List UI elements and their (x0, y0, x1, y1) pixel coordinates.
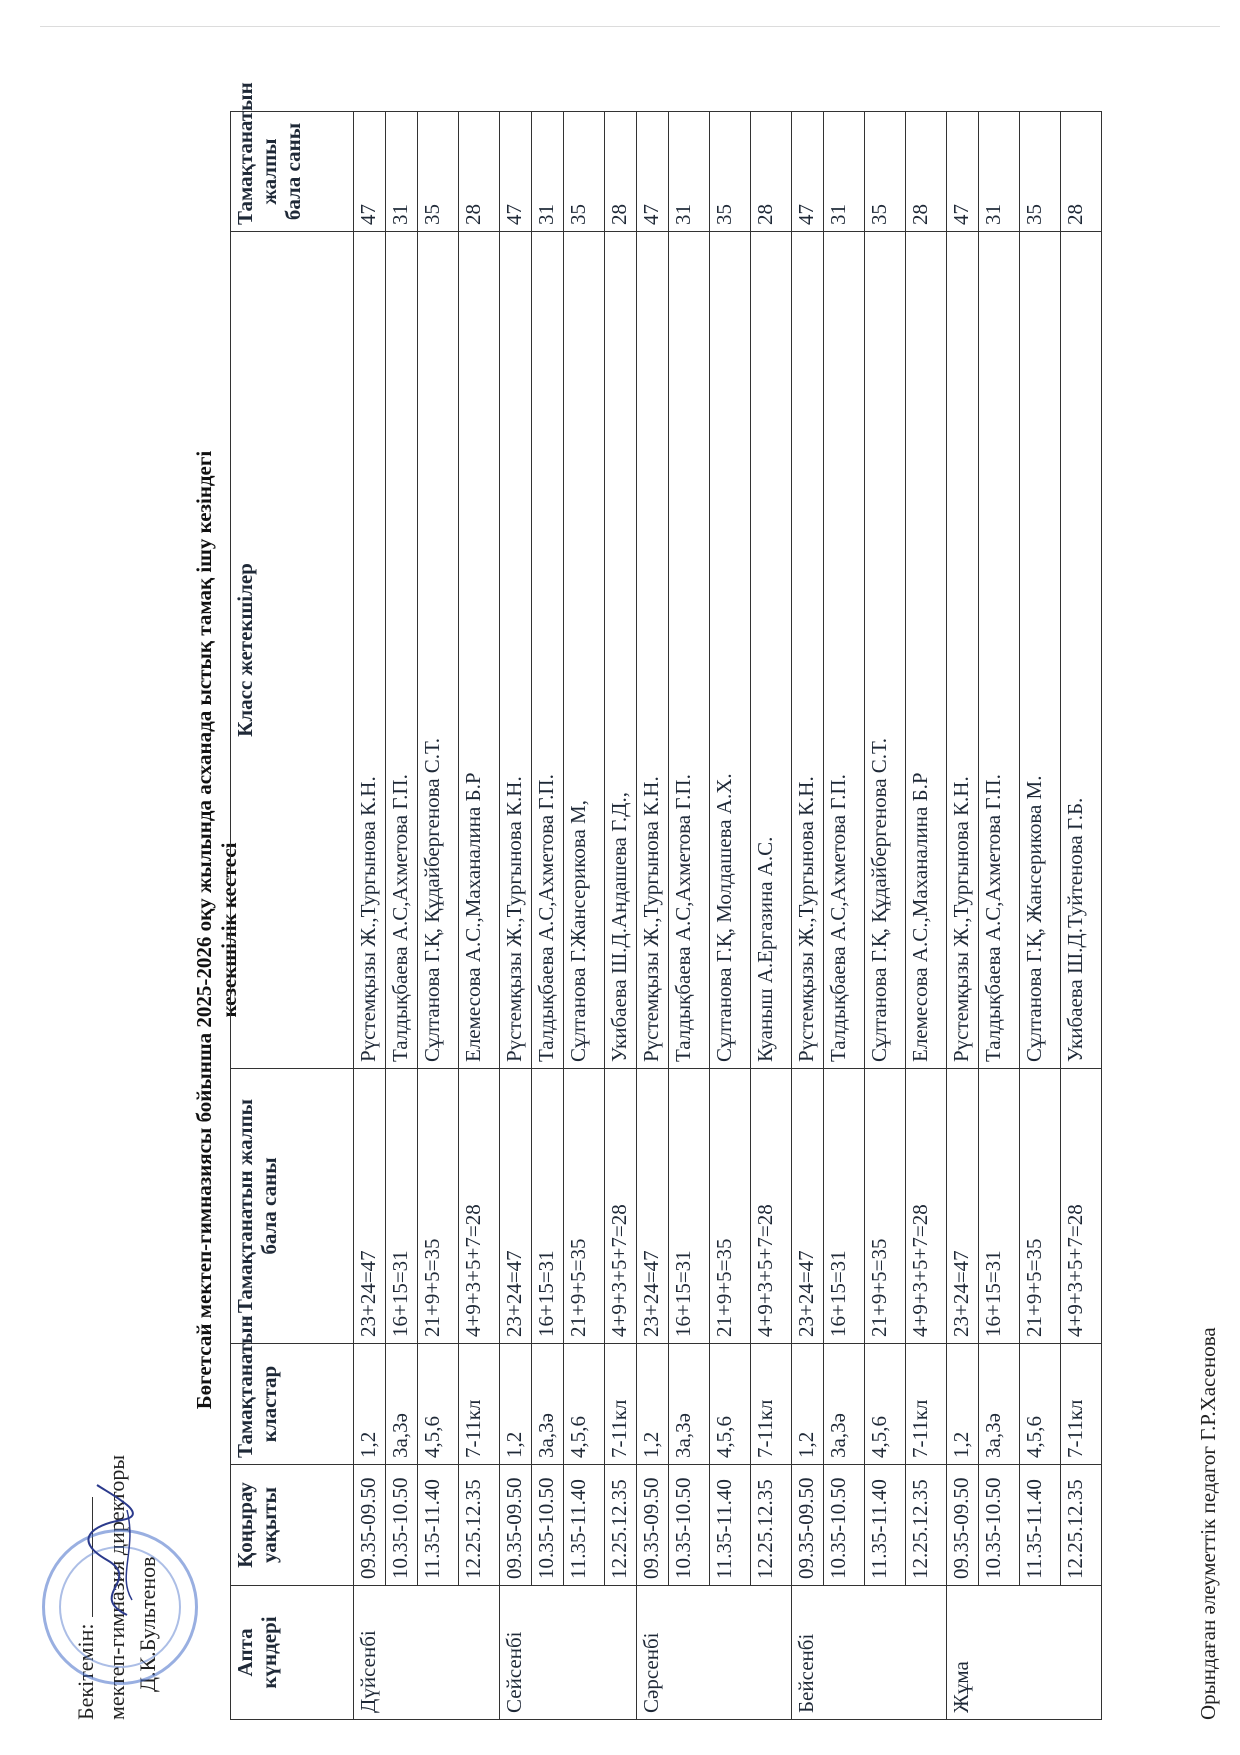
classes-cell: 7-11кл (605, 1344, 637, 1465)
duty-schedule-table (230, 82, 1102, 1720)
classes-cell: 4,5,6 (564, 1344, 605, 1465)
formula-cell: 16+15=31 (386, 1069, 418, 1344)
total-cell: 35 (1020, 112, 1061, 232)
formula-cell: 4+9+3+5+7=28 (605, 1069, 637, 1344)
table-row (824, 112, 865, 1720)
header-bell-time: Қоңырау уақыты (231, 1465, 354, 1586)
formula-cell: 4+9+3+5+7=28 (751, 1069, 792, 1344)
classes-cell: 1,2 (792, 1344, 824, 1465)
total-cell: 35 (710, 112, 751, 232)
teachers-cell: Сұлтанова Г.Қ, Жансерикова М. (1020, 232, 1061, 1069)
total-cell: 28 (459, 112, 500, 232)
classes-cell: 4,5,6 (865, 1344, 906, 1465)
classes-cell: 1,2 (500, 1344, 532, 1465)
time-cell: 09.35-09.50 (947, 1465, 979, 1586)
time-cell: 10.35-10.50 (824, 1465, 865, 1586)
table-row (386, 112, 418, 1720)
header-weekday: Апта күндері (231, 1586, 354, 1720)
formula-cell: 16+15=31 (669, 1069, 710, 1344)
approval-block (70, 1120, 163, 1720)
table-row (906, 112, 947, 1720)
total-cell: 28 (906, 112, 947, 232)
formula-cell: 4+9+3+5+7=28 (459, 1069, 500, 1344)
formula-cell: 23+24=47 (947, 1069, 979, 1344)
formula-cell: 16+15=31 (824, 1069, 865, 1344)
teachers-cell: Рүстемқызы Ж.,Тургынова К.Н. (637, 232, 669, 1069)
teachers-cell: Рүстемқызы Ж.,Тургынова К.Н. (354, 232, 386, 1069)
teachers-cell: Талдықбаева А.С,Ахметова Г.П. (669, 232, 710, 1069)
weekday-cell: Бейсенбі (792, 1586, 947, 1720)
classes-cell: 3а,3ә (824, 1344, 865, 1465)
total-cell: 47 (637, 112, 669, 232)
total-cell: 47 (354, 112, 386, 232)
time-cell: 10.35-10.50 (669, 1465, 710, 1586)
total-cell: 31 (669, 112, 710, 232)
teachers-cell: Укибаева Ш.Д.Туйтенова Г.Б. (1061, 232, 1102, 1069)
approval-director-name: Д.К.Бультенов (135, 1556, 160, 1692)
table-row (637, 112, 669, 1720)
time-cell: 12.25.12.35 (1061, 1465, 1102, 1586)
time-cell: 10.35-10.50 (386, 1465, 418, 1586)
document-sheet (70, 82, 1225, 1720)
time-cell: 11.35-11.40 (418, 1465, 459, 1586)
time-cell: 10.35-10.50 (532, 1465, 564, 1586)
time-cell: 09.35-09.50 (500, 1465, 532, 1586)
formula-cell: 16+15=31 (532, 1069, 564, 1344)
formula-cell: 16+15=31 (979, 1069, 1020, 1344)
teachers-cell: Елемесова А.С.,Маханалина Б.Р (459, 232, 500, 1069)
time-cell: 11.35-11.40 (865, 1465, 906, 1586)
formula-cell: 23+24=47 (637, 1069, 669, 1344)
time-cell: 09.35-09.50 (354, 1465, 386, 1586)
time-cell: 09.35-09.50 (637, 1465, 669, 1586)
time-cell: 12.25.12.35 (751, 1465, 792, 1586)
teachers-cell: Сұлтанова Г.Жансерикова М, (564, 232, 605, 1069)
total-cell: 47 (947, 112, 979, 232)
table-row (751, 112, 792, 1720)
classes-cell: 7-11кл (751, 1344, 792, 1465)
teachers-cell: Сұлтанова Г.Қ, Молдашева А.Х. (710, 232, 751, 1069)
executor-footer: Орындаған әлеуметтік педагог Г.Р.Хасенова (1196, 1327, 1220, 1720)
total-cell: 28 (1061, 112, 1102, 232)
teachers-cell: Талдықбаева А.С,Ахметова Г.П. (386, 232, 418, 1069)
time-cell: 10.35-10.50 (979, 1465, 1020, 1586)
teachers-cell: Талдықбаева А.С,Ахметова Г.П. (824, 232, 865, 1069)
total-cell: 31 (979, 112, 1020, 232)
total-cell: 31 (532, 112, 564, 232)
approval-line-2: мектеп-гимназия директоры (104, 1454, 129, 1720)
weekday-cell: Жұма (947, 1586, 1102, 1720)
table-row (605, 112, 637, 1720)
total-cell: 31 (824, 112, 865, 232)
classes-cell: 3а,3ә (386, 1344, 418, 1465)
table-row (710, 112, 751, 1720)
title-line-1: Бөгетсай мектеп-гимназиясы бойынша 2025-2026 оқу жылында асханада ыстық тамақ ішу кезіндегі (192, 450, 216, 1410)
table-row (1020, 112, 1061, 1720)
table-row (792, 112, 824, 1720)
classes-cell: 7-11кл (906, 1344, 947, 1465)
table-row (947, 112, 979, 1720)
time-cell: 11.35-11.40 (564, 1465, 605, 1586)
classes-cell: 4,5,6 (418, 1344, 459, 1465)
time-cell: 12.25.12.35 (906, 1465, 947, 1586)
teachers-cell: Укибаева Ш.Д.Андашева Г.Д., (605, 232, 637, 1069)
table-row (1061, 112, 1102, 1720)
time-cell: 12.25.12.35 (605, 1465, 637, 1586)
header-classes: Тамақтанатын кластар (231, 1344, 354, 1465)
table-row (354, 112, 386, 1720)
classes-cell: 4,5,6 (1020, 1344, 1061, 1465)
teachers-cell: Рүстемқызы Ж.,Тургынова К.Н. (947, 232, 979, 1069)
header-pupil-total: Тамақтанатын жалпы бала саны (231, 112, 354, 232)
classes-cell: 7-11кл (1061, 1344, 1102, 1465)
total-cell: 28 (605, 112, 637, 232)
table-row (532, 112, 564, 1720)
classes-cell: 1,2 (947, 1344, 979, 1465)
time-cell: 09.35-09.50 (792, 1465, 824, 1586)
formula-cell: 4+9+3+5+7=28 (906, 1069, 947, 1344)
classes-cell: 1,2 (637, 1344, 669, 1465)
time-cell: 12.25.12.35 (459, 1465, 500, 1586)
formula-cell: 23+24=47 (500, 1069, 532, 1344)
weekday-cell: Сәрсенбі (637, 1586, 792, 1720)
teachers-cell: Талдықбаева А.С,Ахметова Г.П. (532, 232, 564, 1069)
classes-cell: 3а,3ә (669, 1344, 710, 1465)
table-row (459, 112, 500, 1720)
teachers-cell: Рүстемқызы Ж.,Тургынова К.Н. (500, 232, 532, 1069)
teachers-cell: Рүстемқызы Ж.,Тургынова К.Н. (792, 232, 824, 1069)
scan-edge-line (40, 26, 1220, 27)
signature-icon (82, 1480, 142, 1620)
teachers-cell: Талдықбаева А.С,Ахметова Г.П. (979, 232, 1020, 1069)
classes-cell: 3а,3ә (532, 1344, 564, 1465)
total-cell: 47 (792, 112, 824, 232)
formula-cell: 21+9+5=35 (710, 1069, 751, 1344)
time-cell: 11.35-11.40 (1020, 1465, 1061, 1586)
formula-cell: 23+24=47 (354, 1069, 386, 1344)
teachers-cell: Елемесова А.С.,Маханалина Б.Р (906, 232, 947, 1069)
table-row (669, 112, 710, 1720)
total-cell: 35 (418, 112, 459, 232)
formula-cell: 21+9+5=35 (564, 1069, 605, 1344)
classes-cell: 7-11кл (459, 1344, 500, 1465)
table-row (500, 112, 532, 1720)
total-cell: 35 (564, 112, 605, 232)
teachers-cell: Сұлтанова Г.Қ, Құдайбергенова С.Т. (418, 232, 459, 1069)
total-cell: 35 (865, 112, 906, 232)
formula-cell: 21+9+5=35 (418, 1069, 459, 1344)
table-header-row (231, 112, 354, 1720)
formula-cell: 21+9+5=35 (865, 1069, 906, 1344)
formula-cell: 4+9+3+5+7=28 (1061, 1069, 1102, 1344)
weekday-cell: Дүйсенбі (354, 1586, 500, 1720)
table-row (865, 112, 906, 1720)
classes-cell: 1,2 (354, 1344, 386, 1465)
header-pupil-count-formula: Тамақтанатын жалпы бала саны (231, 1069, 354, 1344)
total-cell: 28 (751, 112, 792, 232)
weekday-cell: Сейсенбі (500, 1586, 637, 1720)
classes-cell: 3а,3ә (979, 1344, 1020, 1465)
total-cell: 31 (386, 112, 418, 232)
table-row (979, 112, 1020, 1720)
formula-cell: 21+9+5=35 (1020, 1069, 1061, 1344)
header-class-teachers: Класс жетекшілер (231, 232, 354, 1069)
classes-cell: 4,5,6 (710, 1344, 751, 1465)
total-cell: 47 (500, 112, 532, 232)
teachers-cell: Куаныш А.Ергазина А.С. (751, 232, 792, 1069)
title-line-2: кезекшілік кестесі (217, 842, 241, 1018)
formula-cell: 23+24=47 (792, 1069, 824, 1344)
table-row (418, 112, 459, 1720)
approval-line-1: Бекітемін: (70, 1120, 101, 1720)
teachers-cell: Сұлтанова Г.Қ, Құдайбергенова С.Т. (865, 232, 906, 1069)
time-cell: 11.35-11.40 (710, 1465, 751, 1586)
table-row (564, 112, 605, 1720)
